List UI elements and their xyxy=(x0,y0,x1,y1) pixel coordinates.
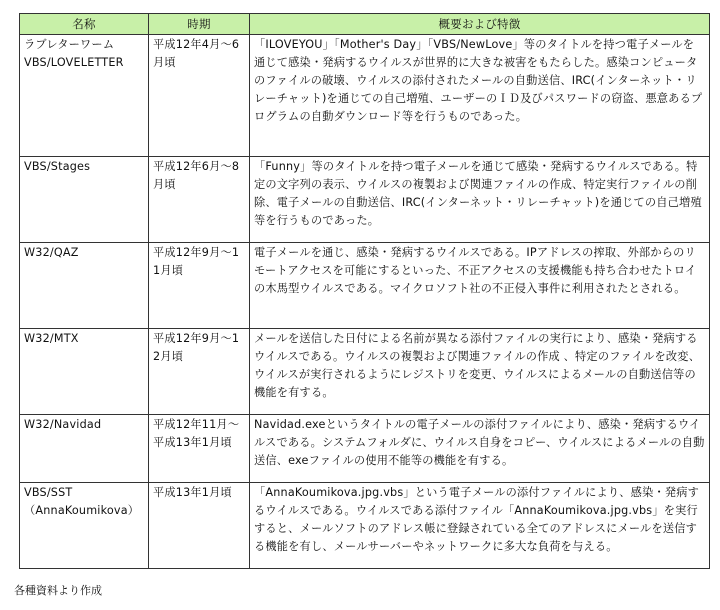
table-row xyxy=(20,243,710,329)
table-row xyxy=(20,483,710,569)
description-cell: メールを送信した日付による名前が異なる添付ファイルの実行により、感染・発病するウイルスである。ウイルスの複製および関連ファイルの作成 、特定のファイルを改変、ウイルスが実行されるようにレジストリを変更、ウイルスによるメールの自動送信等の機能を有する。 xyxy=(250,329,710,415)
virus-name-cell: W32/MTX xyxy=(20,329,149,415)
description-cell: 電子メールを通じ、感染・発病するウイルスである。IPアドレスの搾取、外部からのリモートアクセスを可能にするといった、不正アクセスの支援機能も持ち合わせたトロイの木馬型ウイルスである。マイクロソフト社の不正侵入事件に利用されたとされる。 xyxy=(250,243,710,329)
header-description: 概要および特徴 xyxy=(250,14,710,35)
source-note: 各種資料より作成 xyxy=(14,584,102,597)
period-cell: 平成12年11月〜平成13年1月頃 xyxy=(149,415,250,483)
period-cell: 平成12年9月〜11月頃 xyxy=(149,243,250,329)
virus-name-cell: W32/Navidad xyxy=(20,415,149,483)
table-header xyxy=(20,14,710,35)
period-cell: 平成12年4月〜6月頃 xyxy=(149,35,250,157)
virus-name-line-2: （AnnaKoumikova） xyxy=(24,504,140,517)
virus-name-cell xyxy=(20,483,149,569)
table-row xyxy=(20,415,710,483)
virus-name-line-1: ラブレターワーム xyxy=(24,38,115,51)
virus-name-line-1: VBS/SST xyxy=(24,486,73,499)
period-cell: 平成12年6月〜8月頃 xyxy=(149,157,250,243)
description-cell: Navidad.exeというタイトルの電子メールの添付ファイルにより、感染・発病するウイルスである。システムフォルダに、ウイルス自身をコピー、ウイルスによるメールの自動送信、exeファイルの使用不能等の機能を有する。 xyxy=(250,415,710,483)
virus-name-cell: W32/QAZ xyxy=(20,243,149,329)
period-cell: 平成12年9月〜12月頃 xyxy=(149,329,250,415)
header-name: 名称 xyxy=(20,14,149,35)
description-cell: 「ILOVEYOU」「Mother's Day」「VBS/NewLove」等のタイトルを持つ電子メールを通じて感染・発病するウイルスが世界的に大きな被害をもたらした。感染コンピュータのファイルの破壊、ウイルスの添付されたメールの自動送信、IRC(インターネット・リレーチャット)を通じての自己増殖、ユーザーのＩＤ及びパスワードの窃盗、悪意あるプログラムの自動ダウンロード等を行うものであった。 xyxy=(250,35,710,157)
virus-name-cell: VBS/Stages xyxy=(20,157,149,243)
virus-table xyxy=(19,13,710,569)
table-row xyxy=(20,35,710,157)
virus-name-cell xyxy=(20,35,149,157)
description-cell: 「Funny」等のタイトルを持つ電子メールを通じて感染・発病するウイルスである。特定の文字列の表示、ウイルスの複製および関連ファイルの作成、特定実行ファイルの削除、電子メールの自動送信、IRC(インターネット・リレーチャット)を通じての自己増殖等を行うものであった。 xyxy=(250,157,710,243)
period-cell: 平成13年1月頃 xyxy=(149,483,250,569)
header-row xyxy=(20,14,710,35)
description-cell: 「AnnaKoumikova.jpg.vbs」という電子メールの添付ファイルにより、感染・発病するウイルスである。ウイルスである添付ファイル「AnnaKoumikova.jpg.vbs」を実行すると、メールソフトのアドレス帳に登録されている全てのアドレスにメールを送信する機能を有し、メールサーバーやネットワークに多大な負荷を与える。 xyxy=(250,483,710,569)
table-row xyxy=(20,157,710,243)
virus-name-line-2: VBS/LOVELETTER xyxy=(24,56,124,69)
header-period: 時期 xyxy=(149,14,250,35)
table-body xyxy=(20,35,710,569)
table-row xyxy=(20,329,710,415)
